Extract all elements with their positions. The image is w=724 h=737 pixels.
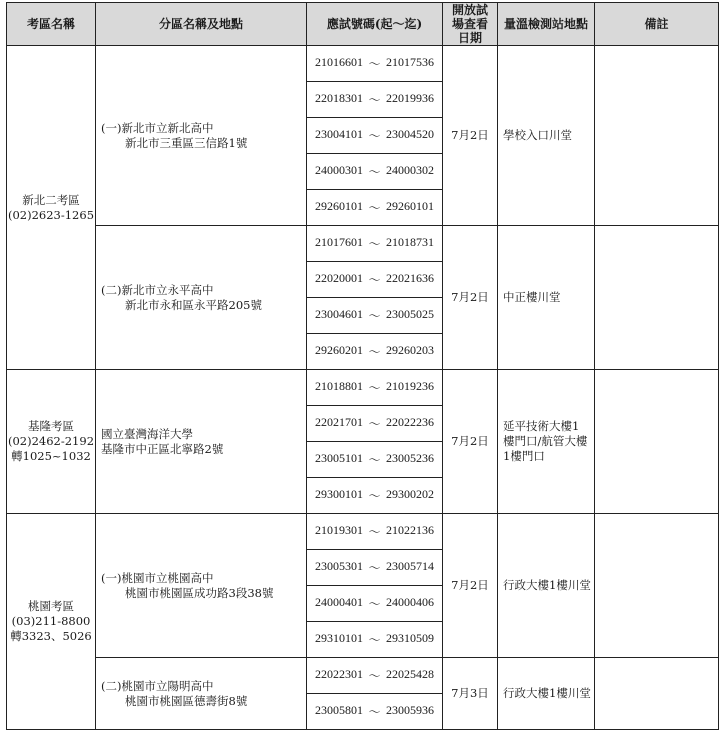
range-start: 29260101 (315, 199, 363, 213)
note-cell (595, 514, 719, 658)
number-range (307, 82, 443, 118)
site-name: (二)新北市立永平高中 (101, 282, 214, 297)
temperature-station: 學校入口川堂 (498, 46, 595, 226)
range-separator: ～ (368, 633, 381, 647)
table-row (7, 658, 719, 694)
range-start: 21016601 (315, 55, 363, 69)
open-date: 7月2日 (443, 226, 498, 370)
area-phone: (02)2462-2192 (7, 434, 95, 448)
range-end: 29260101 (386, 199, 434, 213)
number-range (307, 694, 443, 730)
range-separator: ～ (368, 525, 381, 539)
note-cell (595, 226, 719, 370)
exam-location-table (6, 2, 719, 730)
range-separator: ～ (368, 201, 381, 215)
range-start: 21017601 (315, 235, 363, 249)
open-date: 7月2日 (443, 514, 498, 658)
range-start: 23005101 (315, 451, 363, 465)
range-end: 24000406 (386, 595, 434, 609)
header-number-range: 應試號碼(起～迄) (307, 3, 443, 46)
number-range (307, 46, 443, 82)
site-cell (96, 370, 307, 514)
range-start: 29310101 (315, 631, 363, 645)
note-cell (595, 658, 719, 730)
range-separator: ～ (368, 597, 381, 611)
range-end: 29260203 (386, 343, 434, 357)
range-end: 21018731 (386, 235, 434, 249)
number-range (307, 334, 443, 370)
note-cell (595, 46, 719, 226)
header-site-name: 分區名稱及地點 (96, 3, 307, 46)
range-start: 23005801 (315, 703, 363, 717)
header-note: 備註 (595, 3, 719, 46)
number-range (307, 298, 443, 334)
area-cell-keelung (7, 370, 96, 514)
number-range (307, 478, 443, 514)
number-range (307, 370, 443, 406)
range-separator: ～ (368, 93, 381, 107)
open-date: 7月3日 (443, 658, 498, 730)
number-range (307, 586, 443, 622)
number-range (307, 154, 443, 190)
range-separator: ～ (368, 309, 381, 323)
number-range (307, 118, 443, 154)
range-start: 24000301 (315, 163, 363, 177)
range-end: 23005025 (386, 307, 434, 321)
range-start: 22022301 (315, 667, 363, 681)
range-end: 23005936 (386, 703, 434, 717)
open-date: 7月2日 (443, 370, 498, 514)
range-end: 23004520 (386, 127, 434, 141)
range-end: 22025428 (386, 667, 434, 681)
area-phone: (02)2623-1265 (7, 207, 95, 222)
number-range (307, 622, 443, 658)
range-end: 22022236 (386, 415, 434, 429)
site-name: (二)桃園市立陽明高中 (101, 678, 214, 693)
area-cell-taoyuan (7, 514, 96, 730)
range-start: 23005301 (315, 559, 363, 573)
temperature-station: 行政大樓1樓川堂 (498, 658, 595, 730)
temperature-station: 行政大樓1樓川堂 (498, 514, 595, 658)
header-open-date: 開放試場查看日期 (443, 3, 498, 46)
range-end: 23005714 (386, 559, 434, 573)
range-separator: ～ (368, 705, 381, 719)
range-separator: ～ (368, 57, 381, 71)
range-end: 21017536 (386, 55, 434, 69)
table-header-row (7, 3, 719, 46)
temperature-station (498, 370, 595, 514)
range-start: 22018301 (315, 91, 363, 105)
range-separator: ～ (368, 237, 381, 251)
range-end: 23005236 (386, 451, 434, 465)
number-range (307, 406, 443, 442)
site-name: (一)新北市立新北高中 (101, 120, 214, 135)
table-row (7, 514, 719, 550)
open-date: 7月2日 (443, 46, 498, 226)
range-end: 24000302 (386, 163, 434, 177)
area-name: 桃園考區 (28, 599, 74, 613)
area-name: 基隆考區 (28, 419, 74, 433)
range-separator: ～ (368, 561, 381, 575)
number-range (307, 262, 443, 298)
range-separator: ～ (368, 381, 381, 395)
range-end: 21022136 (386, 523, 434, 537)
temperature-station: 中正樓川堂 (498, 226, 595, 370)
range-separator: ～ (368, 489, 381, 503)
number-range (307, 442, 443, 478)
table-row (7, 370, 719, 406)
site-cell (96, 46, 307, 226)
range-end: 29300202 (386, 487, 434, 501)
range-separator: ～ (368, 453, 381, 467)
site-name: (一)桃園市立桃園高中 (101, 570, 214, 585)
site-address: 新北市永和區永平路205號 (125, 297, 262, 312)
site-address: 新北市三重區三信路1號 (125, 135, 248, 150)
site-cell (96, 514, 307, 658)
range-start: 29260201 (315, 343, 363, 357)
range-end: 22021636 (386, 271, 434, 285)
number-range (307, 658, 443, 694)
range-start: 22021701 (315, 415, 363, 429)
number-range (307, 550, 443, 586)
table-row (7, 46, 719, 82)
site-address: 桃園市桃園區成功路3段38號 (125, 585, 274, 600)
range-start: 23004101 (315, 127, 363, 141)
number-range (307, 514, 443, 550)
range-start: 24000401 (315, 595, 363, 609)
range-end: 21019236 (386, 379, 434, 393)
site-name: 國立臺灣海洋大學 (101, 426, 193, 441)
range-end: 22019936 (386, 91, 434, 105)
header-area-name: 考區名稱 (7, 3, 96, 46)
area-phone: (03)211-8800 (11, 614, 91, 628)
area-name: 新北二考區 (22, 192, 80, 207)
site-cell (96, 658, 307, 730)
area-phone-extension: 轉1025~1032 (11, 449, 91, 463)
temperature-station-text: 延平技術大樓1樓門口/航管大樓1樓門口 (503, 419, 588, 463)
header-temperature-station: 量溫檢測站地點 (498, 3, 595, 46)
range-start: 22020001 (315, 271, 363, 285)
range-start: 23004601 (315, 307, 363, 321)
range-start: 21018801 (315, 379, 363, 393)
range-separator: ～ (368, 345, 381, 359)
area-phone-extension: 轉3323、5026 (10, 629, 92, 643)
area-cell-newtaipei2 (7, 46, 96, 370)
range-separator: ～ (368, 165, 381, 179)
range-separator: ～ (368, 417, 381, 431)
site-address: 基隆市中正區北寧路2號 (101, 441, 224, 456)
range-start: 29300101 (315, 487, 363, 501)
range-start: 21019301 (315, 523, 363, 537)
note-cell (595, 370, 719, 514)
range-separator: ～ (368, 273, 381, 287)
number-range (307, 190, 443, 226)
range-separator: ～ (368, 129, 381, 143)
number-range (307, 226, 443, 262)
table-row (7, 226, 719, 262)
range-separator: ～ (368, 669, 381, 683)
site-address: 桃園市桃園區德壽街8號 (125, 693, 248, 708)
range-end: 29310509 (386, 631, 434, 645)
site-cell (96, 226, 307, 370)
